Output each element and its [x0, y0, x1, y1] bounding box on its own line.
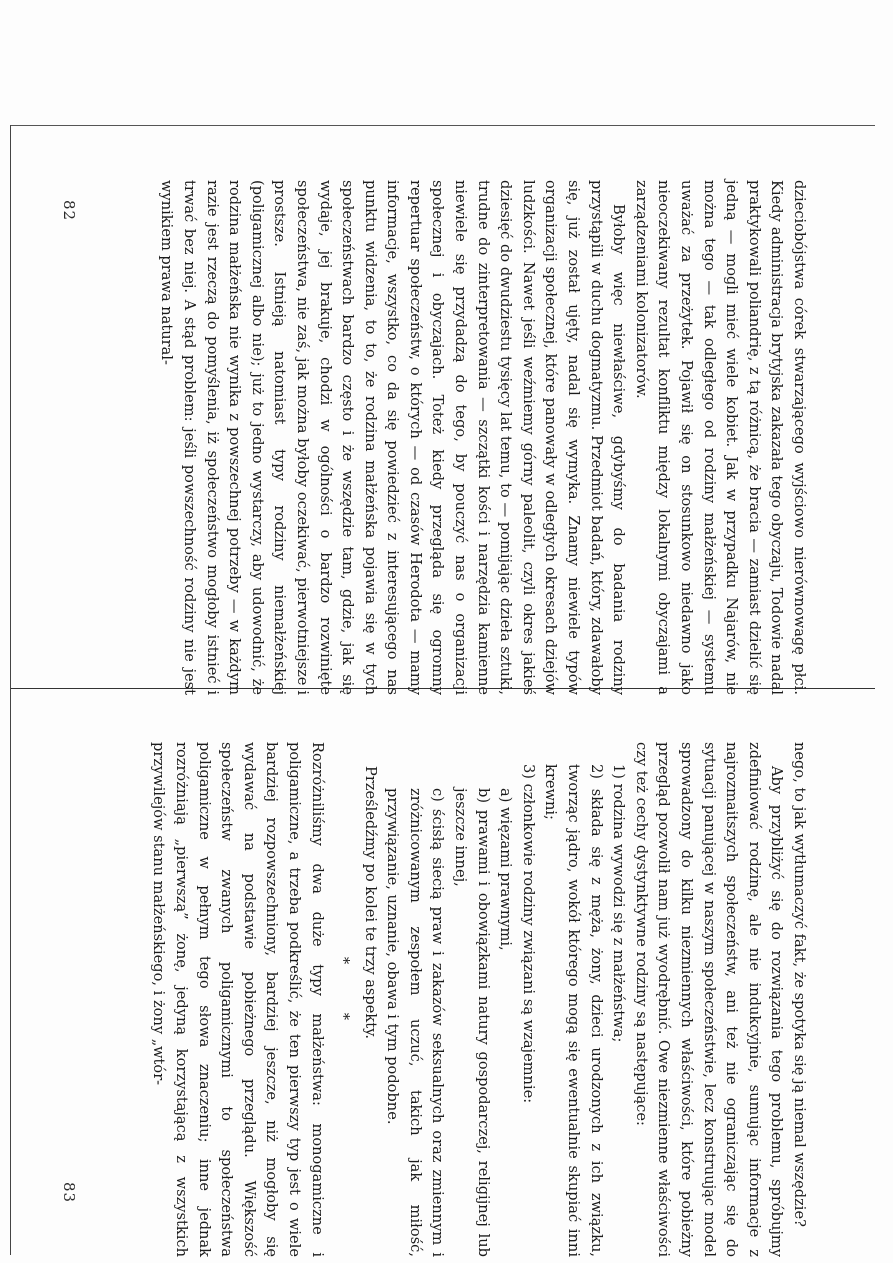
left-page-text [155, 180, 810, 695]
sublist-item-c: c) ścisłą siecią praw i zakazów seksualnych oraz zmiennym i zróżnicowanym zespołem uczuć, takich jak miłość, przywiązanie, uznanie, obawa i tym podobne. [384, 788, 447, 1257]
left-paragraph-2: Byłoby więc niewłaściwe, gdybyśmy do badania rodziny przystąpili w duchu dogmatyzmu. Przedmiot badań, który, zdawałoby się, już został ujęty, nadal się wymyka. Znamy niewiele typów organizacji społecznej, które panowały w odległych okresach dziejów ludzkości. Nawet jeśli weźmiemy górny paleolit, czyli okres jakieś dziesięć do dwudziestu tysięcy lat temu, to — pomijając dzieła sztuki, trudne do zinterpretowania — szczątki kości i narzędzia kamienne niewiele się przydadzą do tego, by pouczyć nas o organizacji społecznej i obyczajach. Toteż kiedy przegląda się ogromny repertuar społeczeństw, o których — od czasów Herodota — mamy informacje, wszystko, co da się powiedzieć z interesującego nas punktu widzenia, to to, że rodzina małżeńska pojawia się w tych społeczeństwach bardzo często i że wszędzie tam, gdzie, jak się wydaje, jej brakuje, chodzi w ogólności o bardzo rozwinięte społeczeństwa, nie zaś, jak można byłoby oczekiwać, pierwotniejsze i prostsze. Istnieją natomiast typy rodziny niemałżeńskiej (poligamicznej albo nie); już to jedno wystarczy, aby udowodnić, że rodzina małżeńska nie wynika z powszechnej potrzeby — w każdym razie jest rzeczą do pomyślenia, iż społeczeństwo mogłoby istnieć i trwać bez niej. A stąd problem: jeśli powszechność rodziny nie jest wynikiem prawa natural- [158, 180, 628, 695]
list-item-3: 3) członkowie rodziny związani są wzajemnie: [519, 764, 537, 1104]
right-paragraph-4: Rozróżniliśmy dwa duże typy małżeństwa: monogamiczne i poligamiczne, a trzeba podkreślić, że ten pierwszy typ jest o wiele bardziej rozpowszechniony, bardziej jeszcze, niż mogłoby się wydawać na podstawie pobieżnego przeglądu. Większość społeczeństw zwanych poligamicznymi to społeczeństwa poligamiczne w pełnym tego słowa znaczeniu; inne jednak rozróżniają „pierwszą” żonę, jedyną korzystającą z wszystkich przywilejów stanu małżeńskiego, i żony „wtór- [150, 742, 326, 1257]
right-paragraph-2: Aby przybliżyć się do rozwiązania tego problemu, spróbujmy zdefiniować rodzinę, ale nie indukcyjnie, sumując informacje z najrozmaitszych społeczeństw, ani też nie ograniczając się do sytuacji panującej w naszym społeczeństwie, lecz konstruując model sprowadzony do kilku niezmiennych właściwości, które pobieżny przegląd pozwolił nam już wyodrębnić. Owe niezmienne właściwości czy też cechy dystynktywne rodziny są następujące: [632, 742, 786, 1257]
list-item-1: 1) rodzina wywodzi się z małżeństwa; [610, 764, 628, 1043]
list-item-2: 2) składa się z męża, żony, dzieci urodzonych z ich związku, tworząc jądro, wokół którego mogą się ewentualnie skupiać inni krewni; [542, 764, 605, 1257]
sublist-item-a: a) więzami prawnymi, [497, 788, 515, 951]
right-paragraph-3: Prześledźmy po kolei te trzy aspekty. [361, 766, 379, 1040]
right-page [40, 712, 830, 1257]
left-page-number: 82 [60, 200, 78, 222]
left-page [40, 140, 830, 695]
section-break-stars: * * [335, 956, 353, 1043]
right-page-text [147, 742, 810, 1257]
left-paragraph-1: dzieciobójstwa córek stwarzającego wyjściowo nierównowagę płci. Kiedy administracja brytyjska zakazała tego obyczaju, Todowie nadal praktykowali poliandrię, z tą różnicą, że bracia — zamiast dzielić się jedną — mogli mieć wiele kobiet. Jak w przypadku Najarów, nie można tego — tak odległego od rodziny małżeńskiej — systemu uważać za przeżytek. Pojawił się on stosunkowo niedawno jako nieoczekiwany rezultat konfliktu między lokalnymi obyczajami a zarządzeniami kolonizatorów. [632, 180, 808, 695]
sublist-item-b: b) prawami i obowiązkami natury gospodarczej, religijnej lub jeszcze innej, [452, 788, 492, 1257]
right-intro: nego, to jak wytłumaczyć fakt, że spotyka się ją niemal wszędzie? [791, 742, 808, 1227]
right-page-number: 83 [60, 1182, 78, 1204]
frame-top-line [10, 125, 875, 126]
frame-left-line [10, 125, 11, 1255]
